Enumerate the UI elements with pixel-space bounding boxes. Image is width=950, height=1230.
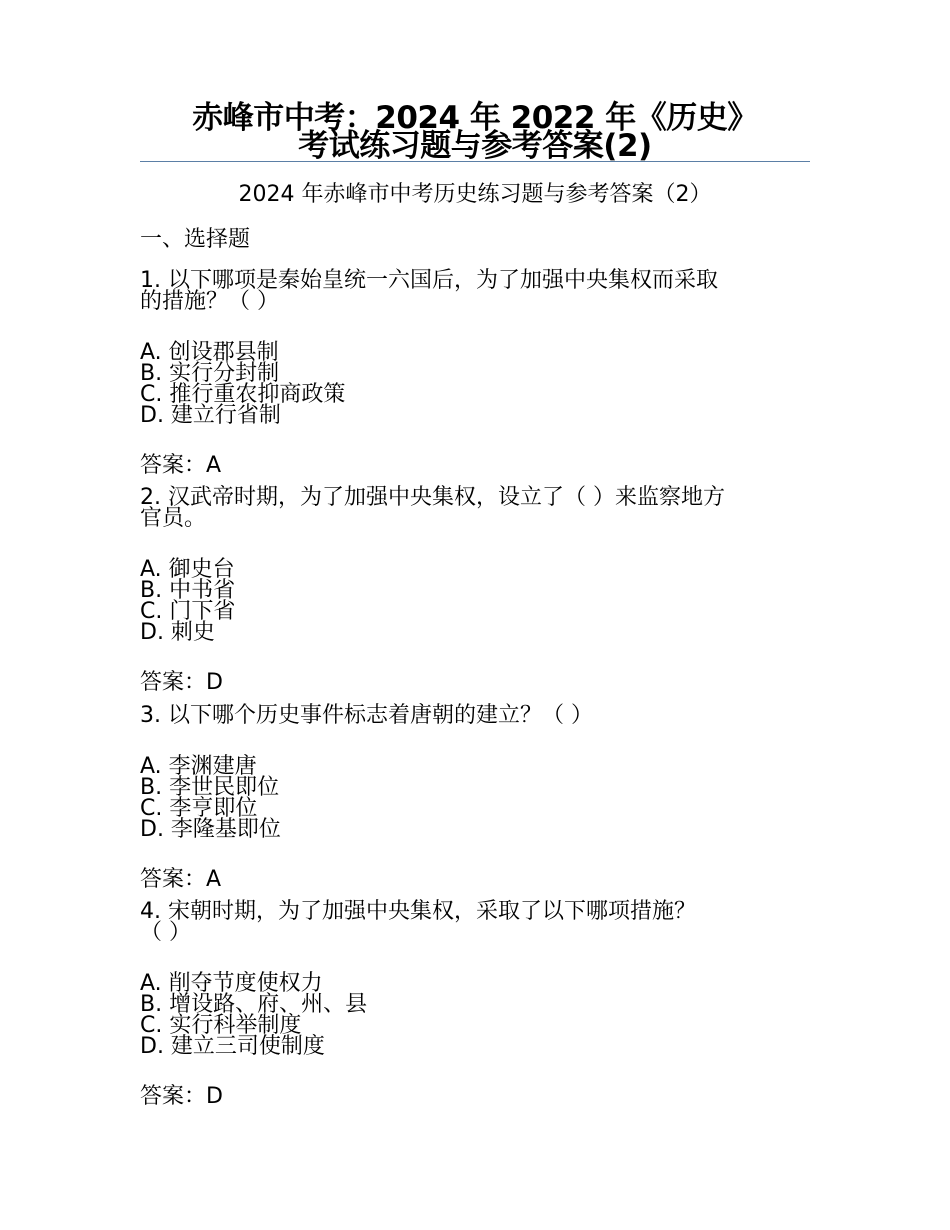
document-subtitle: 2024 年赤峰市中考历史练习题与参考答案（2） — [238, 182, 712, 207]
question-1-text — [140, 270, 810, 312]
question-3-answer: 答案：A — [140, 867, 222, 892]
question-4-option-c: C. 实行科举制度 — [140, 1013, 302, 1038]
question-3-line-1: 3. 以下哪个历史事件标志着唐朝的建立？（ ） — [140, 703, 593, 728]
question-1-option-a: A. 创设郡县制 — [140, 340, 279, 365]
section-heading: 一、选择题 — [140, 227, 251, 252]
document-title-line-1: 赤峰市中考：2024 年 2022 年《历史》 — [192, 100, 758, 136]
question-2-option-a: A. 御史台 — [140, 557, 235, 582]
question-4-options — [140, 973, 810, 1057]
question-3-text — [140, 705, 810, 726]
question-4-text — [140, 901, 810, 943]
question-2-option-c: C. 门下省 — [140, 599, 236, 624]
question-2 — [140, 487, 810, 697]
question-3-option-c: C. 李亨即位 — [140, 796, 258, 821]
question-2-line-1: 2. 汉武帝时期，为了加强中央集权，设立了（ ）来监察地方 — [140, 485, 725, 510]
title-divider — [140, 161, 810, 162]
question-4-answer: 答案：D — [140, 1084, 223, 1109]
question-4-line-2: （ ） — [140, 920, 191, 945]
document-title-line-2: 考试练习题与参考答案(2) — [298, 128, 652, 164]
question-1-answer: 答案：A — [140, 453, 222, 478]
question-3 — [140, 705, 810, 894]
question-1-option-b: B. 实行分封制 — [140, 361, 280, 386]
question-4 — [140, 901, 810, 1111]
question-2-options — [140, 559, 810, 643]
question-4-option-d: D. 建立三司使制度 — [140, 1034, 325, 1059]
question-1-option-c: C. 推行重农抑商政策 — [140, 382, 346, 407]
question-2-option-b: B. 中书省 — [140, 578, 236, 603]
question-2-text — [140, 487, 810, 529]
question-1-options — [140, 342, 810, 426]
question-3-option-d: D. 李隆基即位 — [140, 817, 281, 842]
question-1 — [140, 270, 810, 480]
document-title — [140, 100, 810, 164]
question-4-option-a: A. 削夺节度使权力 — [140, 971, 323, 996]
question-4-option-b: B. 增设路、府、州、县 — [140, 992, 368, 1017]
question-4-line-1: 4. 宋朝时期，为了加强中央集权，采取了以下哪项措施？ — [140, 899, 696, 924]
question-1-option-d: D. 建立行省制 — [140, 403, 281, 428]
question-1-line-2: 的措施？（ ） — [140, 289, 279, 314]
question-3-options — [140, 756, 810, 840]
question-2-line-2: 官员。 — [140, 506, 207, 531]
question-3-option-b: B. 李世民即位 — [140, 775, 280, 800]
question-2-option-d: D. 刺史 — [140, 620, 215, 645]
question-1-line-1: 1. 以下哪项是秦始皇统一六国后，为了加强中央集权而采取 — [140, 268, 718, 293]
question-2-answer: 答案：D — [140, 670, 223, 695]
question-3-option-a: A. 李渊建唐 — [140, 754, 257, 779]
